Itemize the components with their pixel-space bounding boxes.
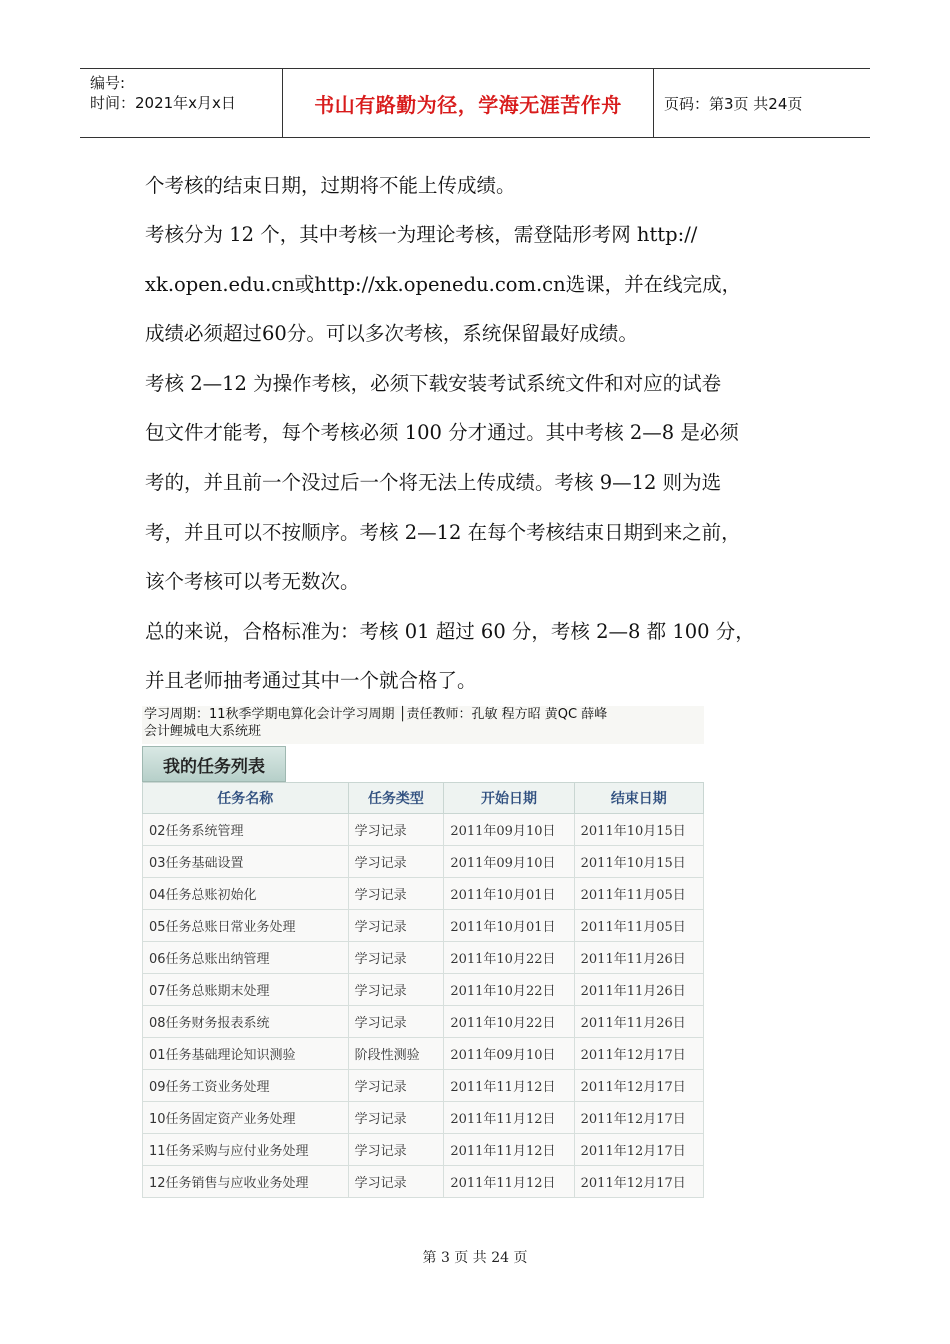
table-row[interactable] — [143, 1006, 704, 1038]
task-type: 学习记录 — [348, 942, 444, 974]
task-name[interactable]: 04任务总账初始化 — [143, 878, 349, 910]
task-type: 学习记录 — [348, 1006, 444, 1038]
task-list-screenshot — [142, 706, 704, 1191]
number-label: 编号: — [90, 74, 126, 92]
task-type: 学习记录 — [348, 878, 444, 910]
start-date: 2011年10月22日 — [444, 1006, 574, 1038]
paragraph-line: 该个考核可以考无数次。 — [145, 570, 360, 593]
task-name[interactable]: 09任务工资业务处理 — [143, 1070, 349, 1102]
end-date: 2011年11月05日 — [574, 878, 703, 910]
start-date: 2011年10月01日 — [444, 878, 574, 910]
task-type: 学习记录 — [348, 814, 444, 846]
table-row[interactable] — [143, 846, 704, 878]
header-info-cell — [80, 69, 283, 137]
table-row[interactable] — [143, 1038, 704, 1070]
paragraph-line: 个考核的结束日期，过期将不能上传成绩。 — [145, 174, 516, 197]
column-header-end-date[interactable]: 结束日期 — [574, 783, 703, 814]
end-date: 2011年11月26日 — [574, 942, 703, 974]
table-row[interactable] — [143, 1102, 704, 1134]
end-date: 2011年10月15日 — [574, 846, 703, 878]
task-name[interactable]: 06任务总账出纳管理 — [143, 942, 349, 974]
end-date: 2011年12月17日 — [574, 1166, 703, 1198]
task-type: 学习记录 — [348, 910, 444, 942]
task-name[interactable]: 01任务基础理论知识测验 — [143, 1038, 349, 1070]
table-row[interactable] — [143, 910, 704, 942]
task-type: 学习记录 — [348, 1102, 444, 1134]
task-type: 阶段性测验 — [348, 1038, 444, 1070]
task-name[interactable]: 05任务总账日常业务处理 — [143, 910, 349, 942]
start-date: 2011年09月10日 — [444, 846, 574, 878]
end-date: 2011年12月17日 — [574, 1102, 703, 1134]
end-date: 2011年12月17日 — [574, 1134, 703, 1166]
paragraph-line: 考的，并且前一个没过后一个将无法上传成绩。考核 9—12 则为选 — [145, 471, 722, 494]
table-row[interactable] — [143, 878, 704, 910]
table-row[interactable] — [143, 1070, 704, 1102]
end-date: 2011年11月05日 — [574, 910, 703, 942]
table-row[interactable] — [143, 814, 704, 846]
task-list-title: 我的任务列表 — [142, 746, 286, 782]
table-row[interactable] — [143, 1166, 704, 1198]
task-type: 学习记录 — [348, 1166, 444, 1198]
start-date: 2011年10月22日 — [444, 974, 574, 1006]
time-label: 时间：2021年x月x日 — [90, 94, 236, 112]
task-name[interactable]: 08任务财务报表系统 — [143, 1006, 349, 1038]
paragraph-line: 成绩必须超过60分。可以多次考核，系统保留最好成绩。 — [145, 322, 638, 345]
table-row[interactable] — [143, 1134, 704, 1166]
course-meta-line: 会计鲤城电大系统班 — [144, 724, 262, 739]
task-table — [142, 782, 704, 1198]
paragraph-line: 考核分为 12 个，其中考核一为理论考核，需登陆形考网 http:// — [145, 223, 698, 246]
end-date: 2011年12月17日 — [574, 1070, 703, 1102]
page-header — [80, 68, 870, 138]
start-date: 2011年09月10日 — [444, 814, 574, 846]
start-date: 2011年11月12日 — [444, 1070, 574, 1102]
table-header-row — [143, 783, 704, 814]
task-name[interactable]: 12任务销售与应收业务处理 — [143, 1166, 349, 1198]
column-header-task-type[interactable]: 任务类型 — [348, 783, 444, 814]
course-meta-line: 学习周期：11秋季学期电算化会计学习周期 │责任教师：孔敏 程方昭 黄QC 薛峰 — [144, 707, 608, 722]
task-name[interactable]: 11任务采购与应付业务处理 — [143, 1134, 349, 1166]
start-date: 2011年11月12日 — [444, 1102, 574, 1134]
paragraph-line: 总的来说，合格标准为：考核 01 超过 60 分，考核 2—8 都 100 分， — [145, 620, 755, 643]
task-type: 学习记录 — [348, 1070, 444, 1102]
paragraph-line: 并且老师抽考通过其中一个就合格了。 — [145, 669, 477, 692]
page-footer: 第 3 页 共 24 页 — [422, 1250, 528, 1266]
motto: 书山有路勤为径，学海无涯苦作舟 — [283, 69, 654, 137]
table-row[interactable] — [143, 974, 704, 1006]
task-type: 学习记录 — [348, 974, 444, 1006]
paragraph-line: 考，并且可以不按顺序。考核 2—12 在每个考核结束日期到来之前， — [145, 521, 741, 544]
paragraph-line: xk.open.edu.cn或http://xk.openedu.com.cn选课，并在线完成， — [145, 273, 742, 296]
course-meta — [142, 706, 704, 744]
end-date: 2011年10月15日 — [574, 814, 703, 846]
end-date: 2011年11月26日 — [574, 1006, 703, 1038]
start-date: 2011年10月01日 — [444, 910, 574, 942]
paragraph-line: 包文件才能考，每个考核必须 100 分才通过。其中考核 2—8 是必须 — [145, 421, 739, 444]
task-name[interactable]: 10任务固定资产业务处理 — [143, 1102, 349, 1134]
start-date: 2011年11月12日 — [444, 1166, 574, 1198]
page-number-label: 页码：第3页 共24页 — [664, 94, 803, 113]
start-date: 2011年09月10日 — [444, 1038, 574, 1070]
end-date: 2011年12月17日 — [574, 1038, 703, 1070]
start-date: 2011年11月12日 — [444, 1134, 574, 1166]
column-header-start-date[interactable]: 开始日期 — [444, 783, 574, 814]
start-date: 2011年10月22日 — [444, 942, 574, 974]
task-name[interactable]: 02任务系统管理 — [143, 814, 349, 846]
task-type: 学习记录 — [348, 1134, 444, 1166]
end-date: 2011年11月26日 — [574, 974, 703, 1006]
task-name[interactable]: 03任务基础设置 — [143, 846, 349, 878]
task-type: 学习记录 — [348, 846, 444, 878]
paragraph-line: 考核 2—12 为操作考核，必须下载安装考试系统文件和对应的试卷 — [145, 372, 722, 395]
task-name[interactable]: 07任务总账期末处理 — [143, 974, 349, 1006]
column-header-task-name[interactable]: 任务名称 — [143, 783, 349, 814]
table-row[interactable] — [143, 942, 704, 974]
